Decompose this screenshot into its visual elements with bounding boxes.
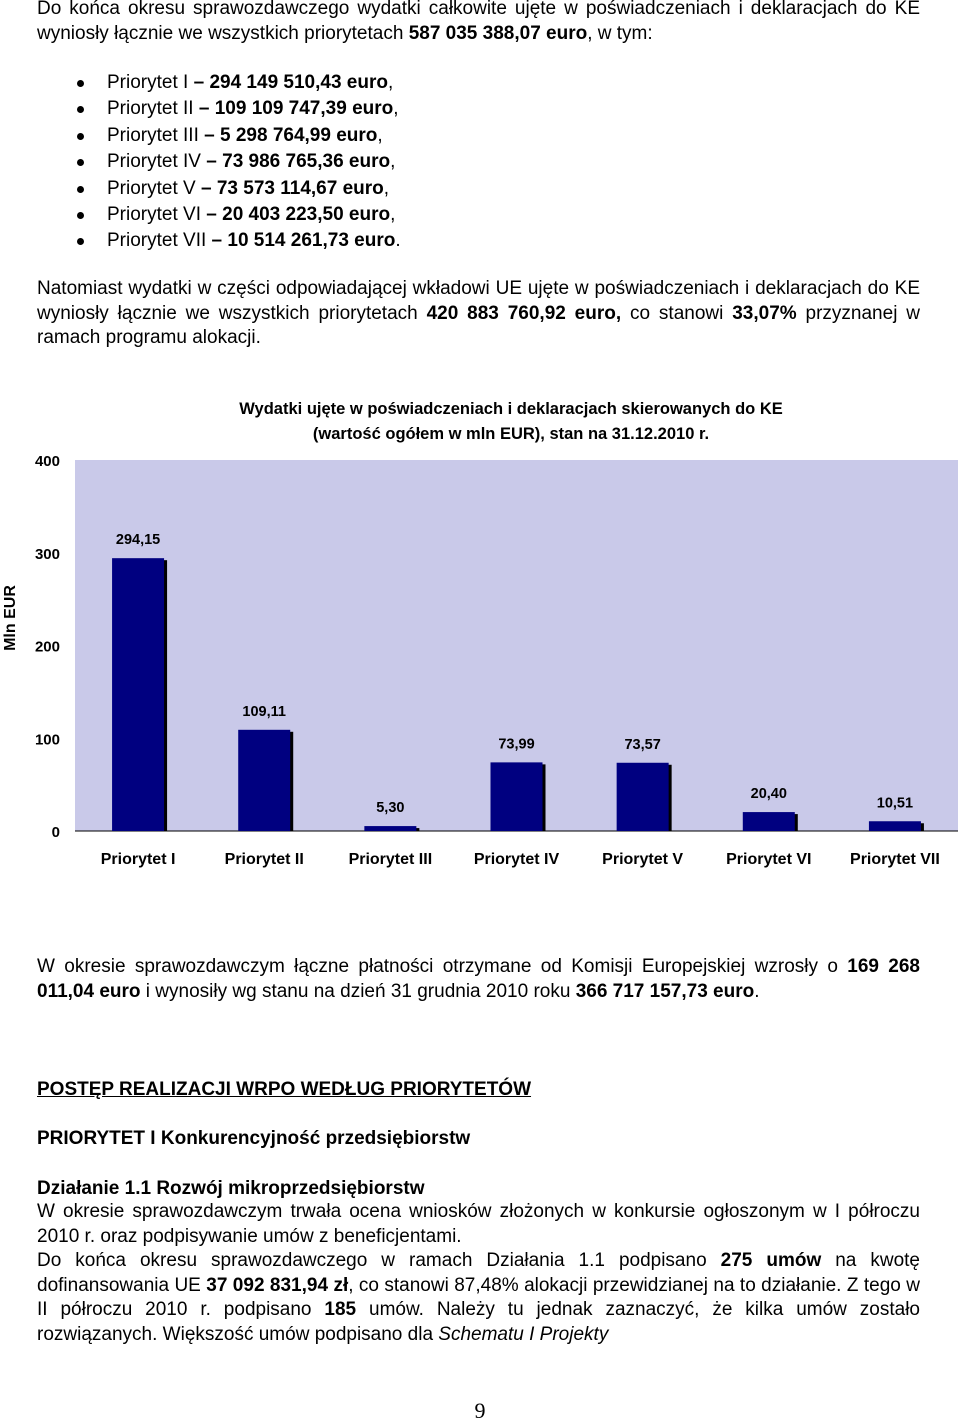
- priority-heading: PRIORYTET I Konkurencyjność przedsiębiorstw: [37, 1128, 471, 1149]
- category-label: Priorytet I: [100, 851, 176, 868]
- y-axis-label: Mln EUR: [2, 585, 19, 651]
- data-label: 73,57: [624, 736, 661, 753]
- list-item: Priorytet III – 5 298 764,99 euro,: [72, 123, 401, 149]
- priority-amounts-list: [72, 70, 401, 255]
- y-tick-label: 200: [34, 638, 60, 656]
- category-label: Priorytet VI: [726, 851, 812, 868]
- intro-text: Do końca okresu sprawozdawczego wydatki całkowite ujęte w poświadczeniach i deklaracjach do KE wyniosły łącznie we wszystkich priorytetach: [37, 0, 920, 44]
- data-label: 294,15: [115, 532, 161, 549]
- bar: [364, 826, 416, 831]
- evaluation-paragraph: W okresie sprawozdawczym trwała ocena wniosków złożonych w konkursie ogłoszonym w I półroczu 2010 r. oraz podpisywanie umów z beneficjentami.: [37, 1201, 920, 1247]
- bar: [743, 812, 795, 831]
- data-label: 109,11: [242, 703, 286, 720]
- bar: [617, 763, 669, 831]
- category-label: Priorytet III: [348, 851, 433, 868]
- payments-paragraph: W okresie sprawozdawczym łączne płatności otrzymane od Komisji Europejskiej wzrosły o 169 268 011,04 euro i wynosiły wg stanu na dzień 31 grudnia 2010 roku 366 717 157,73 euro.: [37, 956, 920, 1002]
- page-number: 9: [474, 1398, 486, 1423]
- expenditure-bar-chart: [0, 380, 960, 880]
- list-item: Priorytet VI – 20 403 223,50 euro,: [72, 202, 401, 228]
- data-label: 5,30: [376, 800, 405, 817]
- section-title: POSTĘP REALIZACJI WRPO WEDŁUG PRIORYTETÓW: [37, 1079, 532, 1100]
- category-label: Priorytet V: [602, 851, 684, 868]
- action-heading: Działanie 1.1 Rozwój mikroprzedsiębiorstw: [37, 1178, 425, 1199]
- y-tick-label: 100: [34, 731, 60, 749]
- y-tick-label: 400: [34, 453, 60, 470]
- list-item: Priorytet II – 109 109 747,39 euro,: [72, 96, 401, 122]
- data-label: 20,40: [750, 786, 787, 803]
- bar: [491, 762, 543, 831]
- bar: [238, 730, 290, 831]
- list-item: Priorytet V – 73 573 114,67 euro,: [72, 176, 401, 202]
- intro-text-end: , w tym:: [587, 22, 653, 44]
- y-tick-label: 300: [34, 545, 60, 563]
- list-item: Priorytet VII – 10 514 261,73 euro.: [72, 228, 401, 254]
- data-label: 10,51: [876, 795, 914, 812]
- category-label: Priorytet IV: [473, 851, 560, 868]
- eu-share-paragraph: Natomiast wydatki w części odpowiadającej wkładowi UE ujęte w poświadczeniach i deklaracjach do KE wyniosły łącznie we wszystkich priorytetach 420 883 760,92 euro, co stanowi 33,07% przyznanej w ramach programu alokacji.: [37, 278, 920, 348]
- list-item: Priorytet I – 294 149 510,43 euro,: [72, 70, 401, 96]
- category-label: Priorytet II: [224, 851, 304, 868]
- chart-subtitle: (wartość ogółem w mln EUR), stan na 31.12.2010 r.: [312, 425, 710, 443]
- list-item: Priorytet IV – 73 986 765,36 euro,: [72, 149, 401, 175]
- chart-title: Wydatki ujęte w poświadczeniach i deklaracjach skierowanych do KE: [239, 400, 783, 418]
- bar: [112, 558, 164, 831]
- data-label: 73,99: [498, 736, 535, 753]
- bar: [869, 821, 921, 831]
- category-label: Priorytet VII: [850, 851, 940, 868]
- y-tick-label: 0: [51, 824, 60, 841]
- intro-paragraph: [37, 0, 920, 46]
- total-amount: 587 035 388,07 euro: [408, 22, 588, 44]
- contracts-paragraph: Do końca okresu sprawozdawczego w ramach Działania 1.1 podpisano 275 umów na kwotę dofinansowania UE 37 092 831,94 zł, co stanowi 87,48% alokacji przewidzianej na to działanie. Z tego w II półroczu 2010 r. podpisano 185 umów. Należy tu jednak zaznaczyć, że kilka umów zostało rozwiązanych. Większość umów podpisano dla Schematu I Projekty: [37, 1250, 920, 1345]
